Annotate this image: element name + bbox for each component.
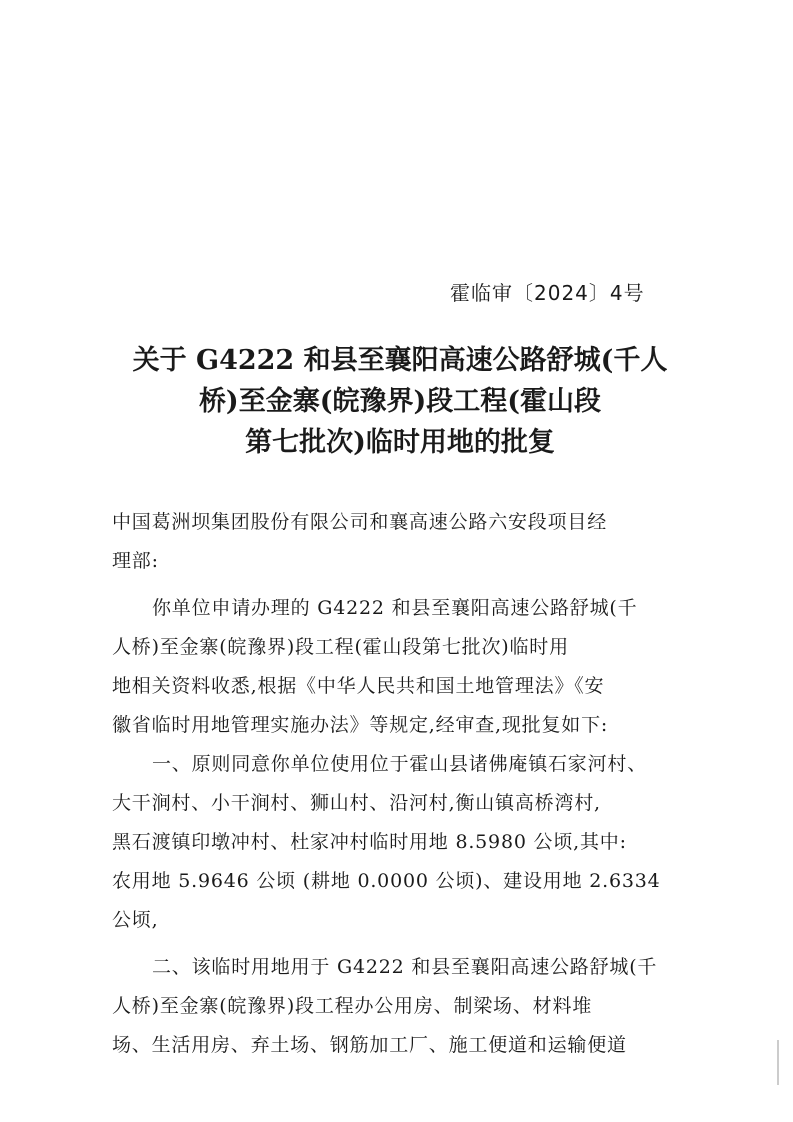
paragraph-item-two xyxy=(112,948,672,1065)
title-line: 桥)至金寨(皖豫界)段工程(霍山段 xyxy=(198,386,602,417)
paragraph-line: 人桥)至金寨(皖豫界)段工程(霍山段第七批次)临时用 xyxy=(112,636,569,658)
salutation xyxy=(112,503,672,581)
document-title xyxy=(60,340,740,463)
paragraph-line: 人桥)至金寨(皖豫界)段工程办公用房、制梁场、材料堆 xyxy=(112,995,593,1017)
paragraph-line: 一、原则同意你单位使用位于霍山县诸佛庵镇石家河村、 xyxy=(152,753,648,775)
paragraph-line: 地相关资料收悉,根据《中华人民共和国土地管理法》《安 xyxy=(112,675,605,697)
title-line: 第七批次)临时用地的批复 xyxy=(245,427,555,458)
paragraph-line: 公顷, xyxy=(112,909,159,931)
paragraph-line: 你单位申请办理的 G4222 和县至襄阳高速公路舒城(千 xyxy=(152,597,638,619)
scan-edge-mark xyxy=(777,1040,779,1085)
paragraph-item-one xyxy=(112,745,672,940)
paragraph-line: 黑石渡镇印墩冲村、杜家冲村临时用地 8.5980 公顷,其中: xyxy=(112,831,627,853)
salutation-line: 理部: xyxy=(112,550,159,572)
document-number: 霍临审〔2024〕4号 xyxy=(450,281,645,305)
paragraph-line: 农用地 5.9646 公顷 (耕地 0.0000 公顷)、建设用地 2.6334 xyxy=(112,870,661,892)
paragraph-line: 徽省临时用地管理实施办法》等规定,经审查,现批复如下: xyxy=(112,714,609,736)
paragraph-line: 大干涧村、小干涧村、狮山村、沿河村,衡山镇高桥湾村, xyxy=(112,792,601,814)
paragraph-line: 二、该临时用地用于 G4222 和县至襄阳高速公路舒城(千 xyxy=(152,956,658,978)
paragraph-line: 场、生活用房、弃土场、钢筋加工厂、施工便道和运输便道 xyxy=(112,1034,627,1056)
document-body xyxy=(112,503,672,1065)
title-line: 关于 G4222 和县至襄阳高速公路舒城(千人 xyxy=(132,345,668,376)
paragraph-request xyxy=(112,589,672,745)
salutation-line: 中国葛洲坝集团股份有限公司和襄高速公路六安段项目经 xyxy=(112,511,608,533)
